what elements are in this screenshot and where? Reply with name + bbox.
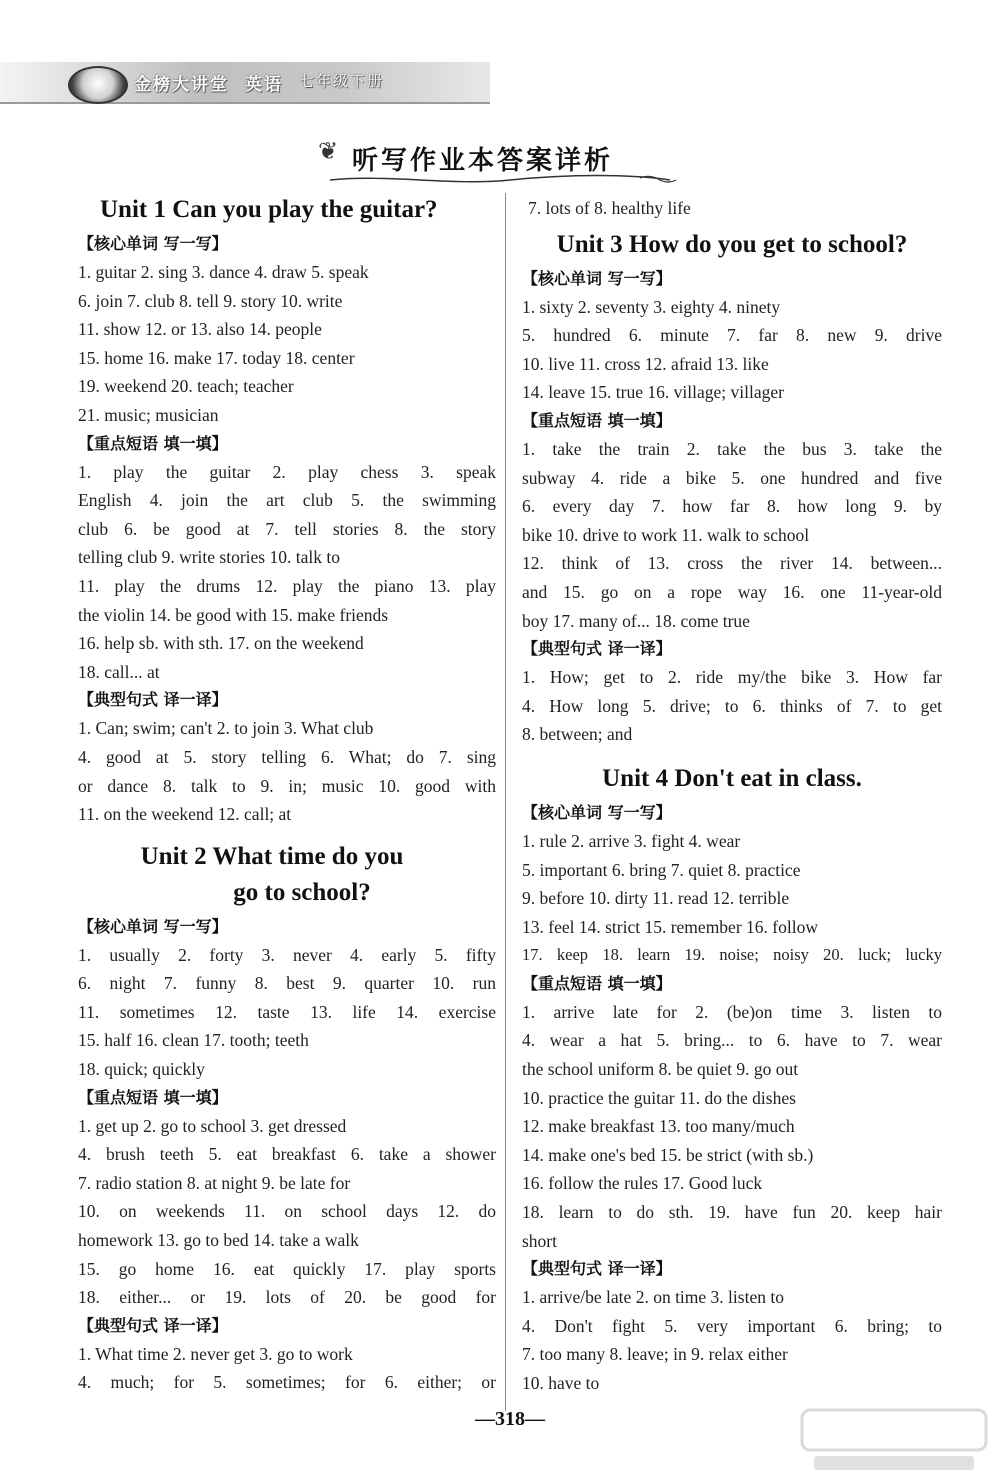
answer-line: 11. sometimes 12. taste 13. life 14. exercise <box>78 1001 496 1022</box>
publisher-logo <box>68 66 128 104</box>
answer-line: 18. quick; quickly <box>78 1059 205 1080</box>
answer-line: 1. play the guitar 2. play chess 3. speak <box>78 461 496 482</box>
answer-line: homework 13. go to bed 14. take a walk <box>78 1230 359 1251</box>
answer-line: 13. feel 14. strict 15. remember 16. follow <box>522 916 818 937</box>
section-heading: 【典型句式 译一译】 <box>522 639 672 659</box>
answer-line: 12. think of 13. cross the river 14. between... <box>522 553 942 574</box>
unit-2 <box>78 839 496 1397</box>
answer-line: 4. good at 5. story telling 6. What; do 7. sing <box>78 746 496 767</box>
answer-line: 1. arrive/be late 2. on time 3. listen to <box>522 1287 784 1308</box>
section-heading: 【重点短语 填一填】 <box>522 973 672 993</box>
main-title-block <box>310 138 690 186</box>
answer-line: 4. wear a hat 5. bring... to 6. have to 7. wear <box>522 1030 942 1051</box>
answer-line: 1. get up 2. go to school 3. get dressed <box>78 1115 347 1136</box>
main-title: 听写作业本答案详析 <box>352 146 614 176</box>
answer-line: 18. either... or 19. lots of 20. be good for <box>78 1287 496 1308</box>
decorative-leaf-icon: ❦ <box>318 139 339 165</box>
answer-line: English 4. join the art club 5. the swimming <box>78 490 496 511</box>
answer-line: 14. make one's bed 15. be strict (with sb.) <box>522 1144 814 1165</box>
section-heading: 【重点短语 填一填】 <box>522 410 672 430</box>
unit-title: Unit 1 Can you play the guitar? <box>100 196 438 223</box>
section-heading: 【核心单词 写一写】 <box>522 802 672 822</box>
answer-line: 11. show 12. or 13. also 14. people <box>78 319 322 340</box>
section-heading: 【核心单词 写一写】 <box>522 268 672 288</box>
section-heading: 【典型句式 译一译】 <box>78 1315 228 1335</box>
book-title: 金榜大讲堂 <box>134 75 229 95</box>
answer-line: 4. How long 5. drive; to 6. thinks of 7. to get <box>522 695 942 716</box>
answer-line: 7. too many 8. leave; in 9. relax either <box>522 1344 788 1365</box>
unit-title: Unit 3 How do you get to school? <box>556 230 908 258</box>
answer-line: or dance 8. talk to 9. in; music 10. good with <box>78 775 496 796</box>
answer-line: 6. night 7. funny 8. best 9. quarter 10. run <box>78 973 496 994</box>
answer-line: the violin 14. be good with 15. make friends <box>78 604 389 625</box>
answer-line: 1. rule 2. arrive 3. fight 4. wear <box>522 830 741 851</box>
answer-line: 6. every day 7. how far 8. how long 9. by <box>522 496 942 517</box>
watermark-logo <box>794 1404 994 1476</box>
section-heading: 【核心单词 写一写】 <box>78 234 228 253</box>
answer-line: 16. help sb. with sth. 17. on the weekend <box>78 633 364 654</box>
answer-line: 10. live 11. cross 12. afraid 13. like <box>522 353 769 374</box>
answer-line: 18. call... at <box>78 661 160 682</box>
unit-title-line-2: go to school? <box>233 878 371 906</box>
header-text <box>134 70 384 96</box>
page-number: —318— <box>475 1408 545 1430</box>
unit-3 <box>522 227 942 749</box>
subject-label: 英语 <box>245 75 283 95</box>
section-heading: 【重点短语 填一填】 <box>78 433 228 453</box>
answer-line: 1. How; get to 2. ride my/the bike 3. How far <box>522 667 942 688</box>
answer-line: 1. usually 2. forty 3. never 4. early 5. fifty <box>78 944 496 965</box>
unit-title: Unit 4 Don't eat in class. <box>602 764 862 792</box>
answer-line: short <box>522 1230 557 1251</box>
grade-label: 七年级下册 <box>299 72 385 90</box>
answer-line: 1. arrive late for 2. (be)on time 3. listen to <box>522 1001 942 1022</box>
answer-line: 15. go home 16. eat quickly 17. play sports <box>78 1258 496 1279</box>
answer-line: 5. important 6. bring 7. quiet 8. practice <box>522 859 801 880</box>
answer-line: 1. sixty 2. seventy 3. eighty 4. ninety <box>522 296 781 317</box>
answer-line: 1. What time 2. never get 3. go to work <box>78 1343 353 1364</box>
answer-line: 12. make breakfast 13. too many/much <box>522 1116 795 1137</box>
answer-line: and 15. go on a rope way 16. one 11-year-old <box>522 581 942 602</box>
unit-title: Unit 2 What time do you <box>140 842 404 870</box>
answer-line: 11. on the weekend 12. call; at <box>78 804 292 825</box>
answer-line: 17. keep 18. learn 19. noise; noisy 20. luck; lucky <box>522 945 942 965</box>
answer-line: boy 17. many of... 18. come true <box>522 610 750 631</box>
answer-line: 1. Can; swim; can't 2. to join 3. What club <box>78 718 374 739</box>
answer-line: 21. music; musician <box>78 404 219 425</box>
unit-1 <box>78 192 496 829</box>
title-underline-swirl <box>310 174 682 186</box>
answer-line: club 6. be good at 7. tell stories 8. the story <box>78 518 496 539</box>
answer-line: 4. brush teeth 5. eat breakfast 6. take a shower <box>78 1144 496 1165</box>
column-divider <box>505 193 506 1411</box>
answer-line: the school uniform 8. be quiet 9. go out <box>522 1059 799 1080</box>
left-column <box>78 192 496 1397</box>
answer-line: 9. before 10. dirty 11. read 12. terrible <box>522 888 790 909</box>
answer-line: telling club 9. write stories 10. talk to <box>78 547 340 568</box>
answer-line: 6. join 7. club 8. tell 9. story 10. write <box>78 290 343 311</box>
unit-4 <box>522 761 942 1398</box>
answer-line: 15. home 16. make 17. today 18. center <box>78 347 355 368</box>
answer-line: 1. guitar 2. sing 3. dance 4. draw 5. speak <box>78 262 369 282</box>
answer-line: 10. practice the guitar 11. do the dishes <box>522 1087 796 1108</box>
section-heading: 【重点短语 填一填】 <box>78 1087 228 1107</box>
answer-line: 19. weekend 20. teach; teacher <box>78 376 294 397</box>
answer-line: 10. on weekends 11. on school days 12. do <box>78 1201 496 1222</box>
answer-line: 10. have to <box>522 1373 600 1393</box>
answer-line: bike 10. drive to work 11. walk to school <box>522 524 810 545</box>
section-heading: 【典型句式 译一译】 <box>522 1259 672 1279</box>
answer-line: 15. half 16. clean 17. tooth; teeth <box>78 1030 309 1051</box>
answer-line: 16. follow the rules 17. Good luck <box>522 1173 763 1194</box>
answer-line: 7. radio station 8. at night 9. be late for <box>78 1172 351 1193</box>
answer-line: 7. lots of 8. healthy life <box>528 198 691 218</box>
answer-line: 4. much; for 5. sometimes; for 6. either; or <box>78 1372 496 1393</box>
answer-line: 14. leave 15. true 16. village; villager <box>522 382 784 403</box>
answer-line: subway 4. ride a bike 5. one hundred and five <box>522 467 942 488</box>
answer-line: 1. take the train 2. take the bus 3. take the <box>522 438 942 459</box>
answer-line: 18. learn to do sth. 19. have fun 20. keep hair <box>522 1202 942 1223</box>
answer-line: 11. play the drums 12. play the piano 13. play <box>78 575 496 596</box>
answer-line: 4. Don't fight 5. very important 6. bring; to <box>522 1315 942 1336</box>
answer-line: 8. between; and <box>522 724 633 745</box>
right-column <box>522 194 942 1398</box>
section-heading: 【核心单词 写一写】 <box>78 916 228 936</box>
answer-line: 5. hundred 6. minute 7. far 8. new 9. drive <box>522 325 942 346</box>
section-heading: 【典型句式 译一译】 <box>78 690 228 710</box>
